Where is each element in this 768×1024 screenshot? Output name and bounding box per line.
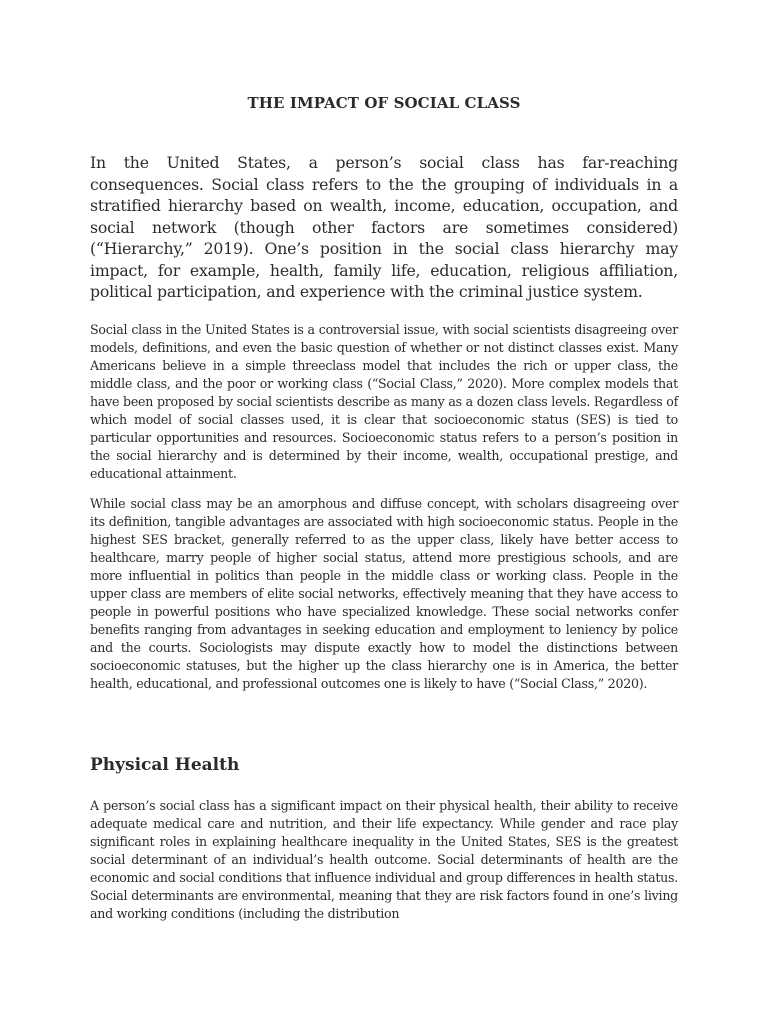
intro-paragraph: In the United States, a person’s social class has far-reaching consequences. Social class refers to the the grouping of individuals in a stratified hierarchy based on wealth, income, education, occupation, and social network (though other factors are sometimes considered) (“Hierarchy,” 2019). One’s position in the social class hierarchy may impact, for example, health, family life, education, religious affiliation, political participation, and experience with the criminal justice system.: [90, 153, 678, 301]
document-title: THE IMPACT OF SOCIAL CLASS: [247, 94, 521, 112]
body-paragraph-1: Social class in the United States is a controversial issue, with social scientists disagreeing over models, definitions, and even the basic question of whether or not distinct classes exist. Many Americans believe in a simple threeclass model that includes the rich or upper class, the middle class, and the poor or working class (“Social Class,” 2020). More complex models that have been proposed by social scientists describe as many as a dozen class levels. Regardless of which model of social classes used, it is clear that socioeconomic status (SES) is tied to particular opportunities and resources. Socioeconomic status refers to a person’s position in the social hierarchy and is determined by their income, wealth, occupational prestige, and educational attainment.: [90, 322, 678, 481]
section-heading: Physical Health: [90, 755, 240, 775]
section-paragraph: A person’s social class has a significant impact on their physical health, their ability to receive adequate medical care and nutrition, and their life expectancy. While gender and race play significant roles in explaining healthcare inequality in the United States, SES is the greatest social determinant of an individual’s health outcome. Social determinants of health are the economic and social conditions that influence individual and group differences in health status. Social determinants are environmental, meaning that they are risk factors found in one’s living and working conditions (including the distribution: [90, 798, 678, 921]
body-paragraph-2: While social class may be an amorphous and diffuse concept, with scholars disagreeing over its definition, tangible advantages are associated with high socioeconomic status. People in the highest SES bracket, generally referred to as the upper class, likely have better access to healthcare, marry people of higher social status, attend more prestigious schools, and are more influential in politics than people in the middle class or working class. People in the upper class are members of elite social networks, effectively meaning that they have access to people in powerful positions who have specialized knowledge. These social networks confer benefits ranging from advantages in seeking education and employment to leniency by police and the courts. Sociologists may dispute exactly how to model the distinctions between socioeconomic statuses, but the higher up the class hierarchy one is in America, the better health, educational, and professional outcomes one is likely to have (“Social Class,” 2020).: [90, 496, 678, 691]
